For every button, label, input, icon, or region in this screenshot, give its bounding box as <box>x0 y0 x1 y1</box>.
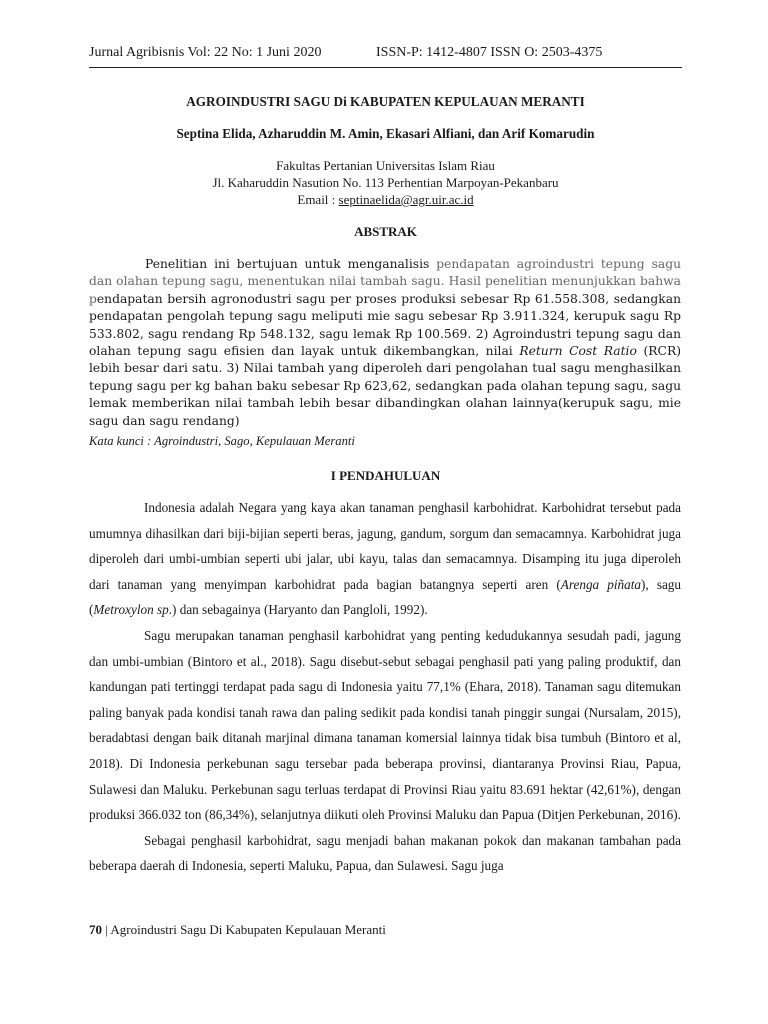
body-text <box>89 495 681 879</box>
page-footer <box>89 922 386 938</box>
abstract-text <box>89 256 681 430</box>
header-divider <box>89 67 682 68</box>
footer-separator: | <box>102 922 111 937</box>
paragraph-text: ), sagu ( <box>89 576 681 618</box>
section-heading: I PENDAHULUAN <box>330 468 441 483</box>
page-number: 70 <box>89 922 102 937</box>
email-label: Email : <box>297 192 339 207</box>
abstract-part-highlight: pendapatan agroindustri tepung sagu dan olahan tepung sagu, menentukan nilai tambah sagu. Hasil penelitian menunjukkan bahwa p <box>89 257 681 306</box>
paper-title: AGROINDUSTRI SAGU Di KABUPATEN KEPULAUAN MERANTI <box>186 94 585 109</box>
paragraph-2: Sagu merupakan tanaman penghasil karbohidrat yang penting kedudukannya sesudah padi, jagung dan umbi-umbian (Bintoro et al., 2018). Sagu disebut-sebut sebagai penghasil pati yang paling produktif, dan kandungan pati tertinggi terdapat pada sagu di Indonesia yaitu 77,1% (Ehara, 2018). Tanaman sagu ditemukan paling banyak pada kondisi tanah rawa dan paling sedikit pada kondisi tanah pinggir sungai (Nursalam, 2015), beradabtasi dengan baik ditanah marjinal dimana tanaman komersial lainnya tidak bisa tumbuh (Bintoro et al, 2018). Di Indonesia perkebunan sagu tersebar pada beberapa provinsi, diantaranya Provinsi Riau, Papua, Sulawesi dan Maluku. Perkebunan sagu terluas terdapat di Provinsi Riau yaitu 83.691 hektar (42,61%), dengan produksi 366.032 ton (86,34%), selanjutnya diikuti oleh Provinsi Maluku dan Papua (Ditjen Perkebunan, 2016). <box>89 627 681 823</box>
species-name: Metroxylon sp <box>93 602 169 618</box>
abstract-term-italic: Return Cost Ratio <box>519 344 637 359</box>
abstract-part: (RCR) lebih besar dari satu. 3) Nilai tambah yang diperoleh dari pengolahan tual sagu menghasilkan tepung sagu per kg bahan baku sebesar Rp 623,62, sedangkan pada olahan tepung sagu, sagu lemak memberikan nilai tambah lebih besar dibandingkan olahan lainnya(kerupuk sagu, mie sagu dan sagu rendang) <box>89 344 682 428</box>
paragraph-text: Indonesia adalah Negara yang kaya akan tanaman penghasil karbohidrat. Karbohidrat tersebut pada umumnya dihasilkan dari biji-bijian seperti beras, jagung, gandum, sorgum dan semacamnya. Karbohidrat juga diperoleh dari umbi-umbian seperti ubi jalar, ubi kayu, talas dan semacamnya. Disamping itu juga diperoleh dari tanaman yang menyimpan karbohidrat pada bagian batangnya seperti aren ( <box>89 500 681 592</box>
abstract-part: endapatan bersih agronodustri sagu per proses produksi sebesar Rp 61.558.308, sedangkan pendapatan pengolah tepung sagu meliputi mie sagu sebesar Rp 3.911.324, kerupuk sagu Rp 533.802, sagu rendang Rp 548.132, sagu lemak Rp 100.569. 2) Agroindustri tepung sagu dan olahan tepung sagu efisien dan layak untuk dikembangkan, nilai <box>89 291 681 359</box>
paragraph-text: .) dan sebagainya (Haryanto dan Pangloli, 1992). <box>168 602 428 618</box>
affiliation-faculty: Fakultas Pertanian Universitas Islam Riau <box>276 158 495 173</box>
author-list: Septina Elida, Azharuddin M. Amin, Ekasari Alfiani, dan Arif Komarudin <box>176 126 595 141</box>
journal-citation: Jurnal Agribisnis Vol: 22 No: 1 Juni 2020 <box>89 45 322 60</box>
issn-info: ISSN-P: 1412-4807 ISSN O: 2503-4375 <box>376 45 603 60</box>
running-header <box>89 45 679 61</box>
affiliation-address: Jl. Kaharuddin Nasution No. 113 Perhentian Marpoyan-Pekanbaru <box>212 175 559 190</box>
keywords: Kata kunci : Agroindustri, Sago, Kepulauan Meranti <box>89 434 355 448</box>
abstract-heading: ABSTRAK <box>354 224 417 239</box>
abstract-part: Penelitian ini bertujuan untuk menganalisis <box>145 257 437 271</box>
affiliation-email-line <box>89 192 682 208</box>
paragraph-1 <box>89 495 681 623</box>
paragraph-3: Sebagai penghasil karbohidrat, sagu menjadi bahan makanan pokok dan makanan tambahan pada beberapa daerah di Indonesia, seperti Maluku, Papua, dan Sulawesi. Sagu juga <box>89 832 681 874</box>
footer-running-title: Agroindustri Sagu Di Kabupaten Kepulauan Meranti <box>110 922 386 937</box>
species-name: Arenga piñata <box>560 576 641 592</box>
email-link[interactable]: septinaelida@agr.uir.ac.id <box>338 192 474 207</box>
